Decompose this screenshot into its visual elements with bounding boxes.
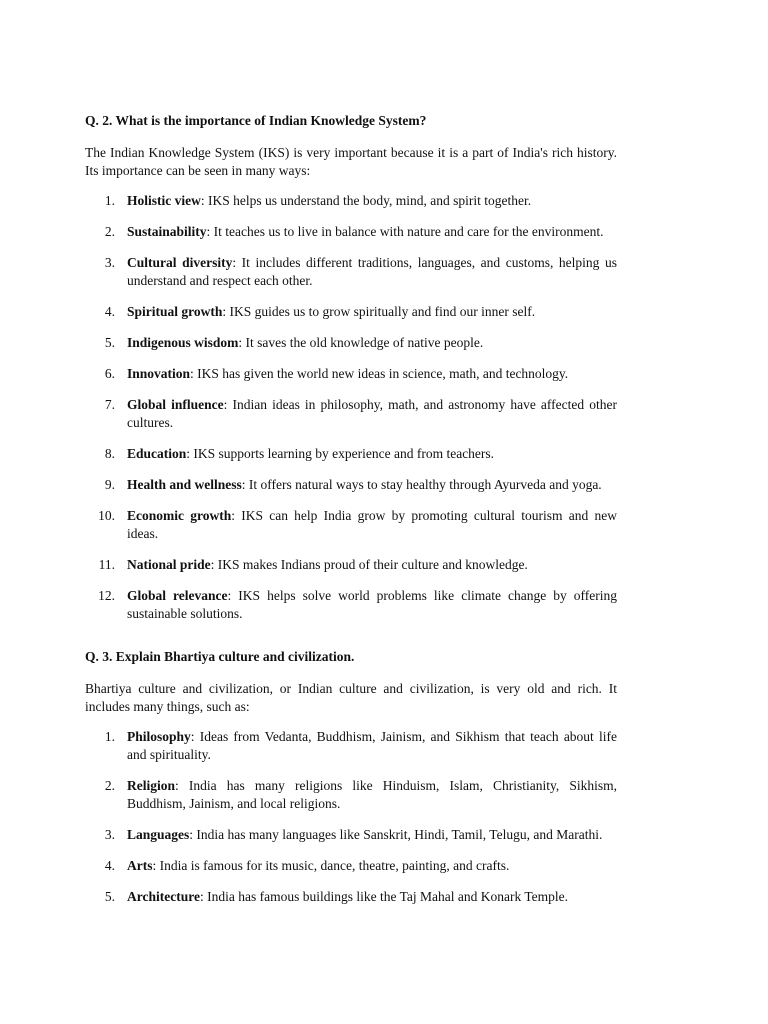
list-number: 1.: [104, 193, 115, 208]
list-item: [85, 254, 617, 290]
list-term: Cultural diversity: [127, 255, 233, 270]
intro-paragraph-q3: Bhartiya culture and civilization, or Indian culture and civilization, is very old and rich. It includes many things, such as:: [85, 681, 617, 714]
list-term: Holistic view: [127, 193, 201, 208]
list-text: : IKS helps us understand the body, mind, and spirit together.: [200, 193, 532, 208]
list-term: Global influence: [127, 397, 224, 412]
question-heading-q2: Q. 2. What is the importance of Indian Knowledge System?: [85, 113, 427, 128]
list-text: : IKS helps solve world problems like climate change by offering sustainable solutions.: [127, 588, 617, 621]
list-term: Global relevance: [127, 588, 228, 603]
list-item: [85, 556, 617, 574]
list-number: 6.: [104, 366, 115, 381]
list-text: : It includes different traditions, languages, and customs, helping us understand and respect each other.: [127, 255, 618, 288]
list-item: [85, 334, 617, 352]
list-item: [85, 445, 617, 463]
list-item: [85, 857, 617, 875]
list-item: [85, 396, 617, 432]
list-number: 5.: [104, 335, 115, 350]
list-term: Indigenous wisdom: [127, 335, 239, 350]
list-term: Education: [127, 446, 187, 461]
list-number: 5.: [104, 889, 115, 904]
list-number: 10.: [98, 508, 115, 523]
list-text: : It offers natural ways to stay healthy through Ayurveda and yoga.: [241, 477, 602, 492]
list-text: : It saves the old knowledge of native people.: [238, 335, 484, 350]
list-number: 4.: [104, 304, 115, 319]
section-spacer: [85, 636, 617, 648]
list-text: : It teaches us to live in balance with nature and care for the environment.: [206, 224, 604, 239]
document-page: [85, 112, 617, 919]
list-term: Economic growth: [127, 508, 232, 523]
list-number: 2.: [104, 778, 115, 793]
list-number: 9.: [104, 477, 115, 492]
list-term: Architecture: [127, 889, 200, 904]
list-text: : India has famous buildings like the Taj Mahal and Konark Temple.: [199, 889, 569, 904]
list-term: Spiritual growth: [127, 304, 223, 319]
list-text: : India has many languages like Sanskrit, Hindi, Tamil, Telugu, and Marathi.: [189, 827, 603, 842]
list-text: : IKS supports learning by experience and from teachers.: [186, 446, 495, 461]
list-term: Health and wellness: [127, 477, 242, 492]
list-number: 12.: [98, 588, 115, 603]
list-text: : India is famous for its music, dance, theatre, painting, and crafts.: [152, 858, 510, 873]
list-term: Philosophy: [127, 729, 191, 744]
list-term: Religion: [127, 778, 176, 793]
list-text: : IKS guides us to grow spiritually and find our inner self.: [222, 304, 536, 319]
list-number: 8.: [104, 446, 115, 461]
importance-list: [85, 192, 617, 623]
list-term: National pride: [127, 557, 211, 572]
list-number: 7.: [104, 397, 115, 412]
list-number: 3.: [104, 255, 115, 270]
list-item: [85, 303, 617, 321]
culture-list: [85, 728, 617, 906]
list-text: : Ideas from Vedanta, Buddhism, Jainism, and Sikhism that teach about life and spirituality.: [127, 729, 617, 762]
list-item: [85, 826, 617, 844]
list-item: [85, 888, 617, 906]
question-heading-q3: Q. 3. Explain Bhartiya culture and civilization.: [85, 649, 355, 664]
list-term: Innovation: [127, 366, 191, 381]
list-term: Languages: [127, 827, 190, 842]
list-item: [85, 587, 617, 623]
list-item: [85, 728, 617, 764]
list-number: 4.: [104, 858, 115, 873]
list-number: 3.: [104, 827, 115, 842]
list-text: : IKS makes Indians proud of their culture and knowledge.: [210, 557, 528, 572]
list-item: [85, 507, 617, 543]
list-text: : IKS has given the world new ideas in science, math, and technology.: [190, 366, 569, 381]
list-number: 11.: [98, 557, 115, 572]
intro-paragraph-q2: The Indian Knowledge System (IKS) is very important because it is a part of India's rich history. Its importance can be seen in many ways:: [85, 145, 617, 178]
list-item: [85, 192, 617, 210]
list-text: : Indian ideas in philosophy, math, and astronomy have affected other cultures.: [127, 397, 617, 430]
list-item: [85, 223, 617, 241]
list-text: : IKS can help India grow by promoting cultural tourism and new ideas.: [127, 508, 617, 541]
list-number: 2.: [104, 224, 115, 239]
list-item: [85, 365, 617, 383]
list-number: 1.: [104, 729, 115, 744]
list-term: Sustainability: [127, 224, 207, 239]
list-term: Arts: [127, 858, 153, 873]
list-item: [85, 777, 617, 813]
list-text: : India has many religions like Hinduism, Islam, Christianity, Sikhism, Buddhism, Jainism, and local religions.: [127, 778, 617, 811]
list-item: [85, 476, 617, 494]
